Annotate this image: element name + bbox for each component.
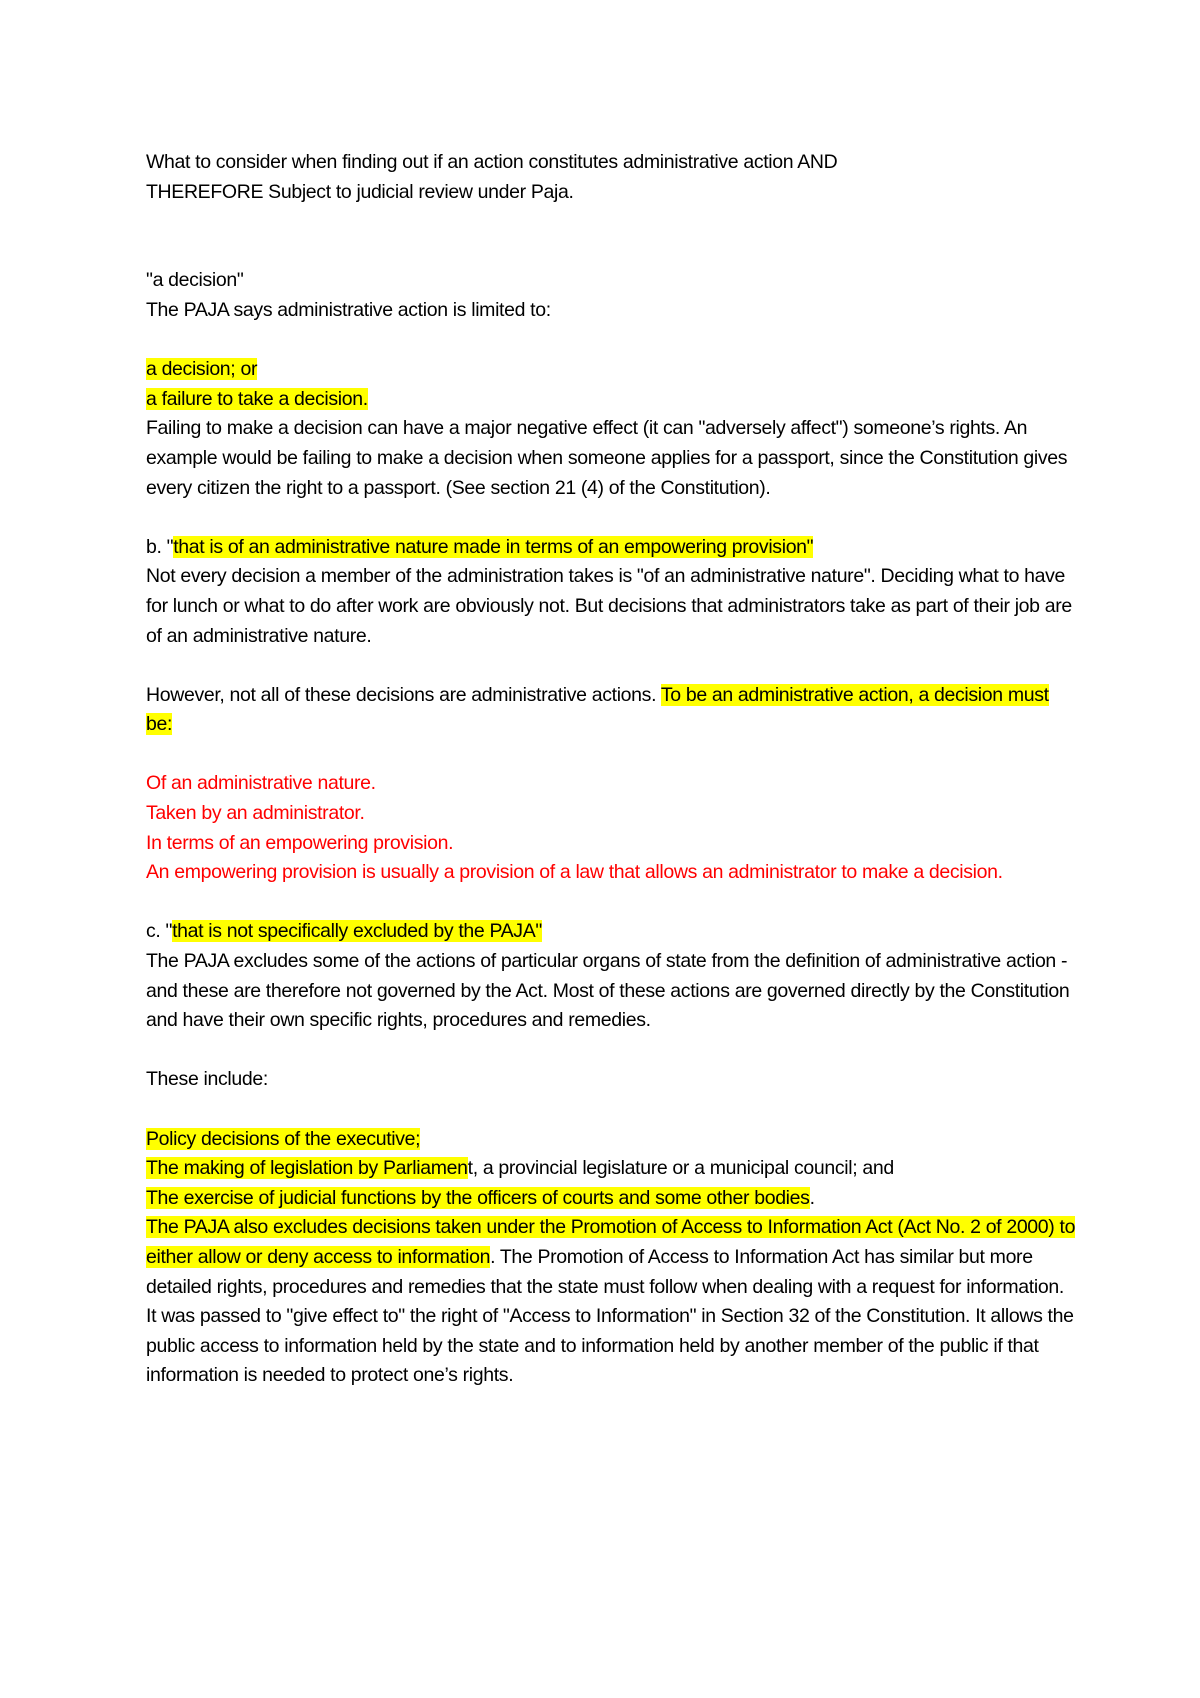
exclusion-item-4 [146,1213,1076,1391]
spacer [146,888,1076,918]
plain-text: . [809,1186,815,1209]
intro-line-1: What to consider when finding out if an action constitutes administrative action AND [146,151,838,173]
highlighted-text: The exercise of judicial functions by the officers of courts and some other bodies [146,1186,810,1209]
spacer [146,326,1076,356]
section-a-heading: "a decision" [146,269,244,292]
spacer [146,503,1076,533]
criteria-item-3: In terms of an empowering provision. [146,831,454,854]
highlighted-text: that is not specifically excluded by the PAJA" [172,920,542,943]
spacer [146,207,1076,266]
highlighted-text: Policy decisions of the executive; [146,1127,421,1150]
exclusion-item-1 [146,1125,1076,1155]
section-b-prefix: b. " [146,535,174,558]
section-b-paragraph: Not every decision a member of the administration takes is "of an administrative nature". Deciding what to have for lunch or what to do after work are obviously not. But decisions that administrators take as part of their job are of an administrative nature. [146,565,1072,647]
criteria-item-2: Taken by an administrator. [146,802,365,825]
exclusion-item-3 [146,1184,1076,1214]
criteria-item-4: An empowering provision is usually a provision of a law that allows an administrator to make a decision. [146,861,1003,884]
plain-text: t, a provincial legislature or a municipal council; and [467,1157,894,1180]
highlighted-text: The making of legislation by Parliamen [146,1157,468,1180]
however-plain-text: However, not all of these decisions are administrative actions. [146,683,661,706]
spacer [146,1095,1076,1125]
spacer [146,740,1076,770]
intro-line-2: THEREFORE Subject to judicial review under Paja. [146,180,574,203]
section-b-heading [146,533,1076,563]
section-b-however [146,681,1076,740]
highlighted-text: a failure to take a decision. [146,387,368,410]
highlighted-text: To be an administrative action, a decision must be: [146,683,1049,736]
section-c-paragraph: The PAJA excludes some of the actions of particular organs of state from the definition of administrative action - and these are therefore not governed by the Act. Most of these actions are governed directly by the Constitution and have their own specific rights, procedures and remedies. [146,950,1070,1032]
document-page [146,148,1076,1391]
section-a-item-2 [146,385,1076,415]
plain-text: . The Promotion of Access to Information Act has similar but more detailed rights, procedures and remedies that the state must follow when dealing with a request for information. It was passed to "give effect to" the right of "Access to Information" in Section 32 of the Constitution. It allows the public access to information held by the state and to information held by another member of the public if that information is needed to protect one’s rights. [146,1245,1074,1387]
highlighted-text: The PAJA also excludes decisions taken under the Promotion of Access to Information Act (Act No. 2 of 2000) to either allow or deny access to information [146,1216,1076,1268]
section-a-lead: The PAJA says administrative action is limited to: [146,298,551,321]
section-a-paragraph: Failing to make a decision can have a major negative effect (it can "adversely affect") someone’s rights. An example would be failing to make a decision when someone applies for a passport, since the Constitution gives every citizen the right to a passport. (See section 21 (4) of the Constitution). [146,417,1068,499]
highlighted-text: that is of an administrative nature made in terms of an empowering provision" [173,535,814,558]
section-c-prefix: c. " [146,920,173,943]
highlighted-text: a decision; or [146,358,258,381]
exclusion-item-2 [146,1154,1076,1184]
section-c-heading [146,917,1076,947]
spacer [146,651,1076,681]
spacer [146,1036,1076,1066]
criteria-item-1: Of an administrative nature. [146,772,376,795]
these-include-label: These include: [146,1068,268,1091]
section-a-item-1 [146,355,1076,385]
